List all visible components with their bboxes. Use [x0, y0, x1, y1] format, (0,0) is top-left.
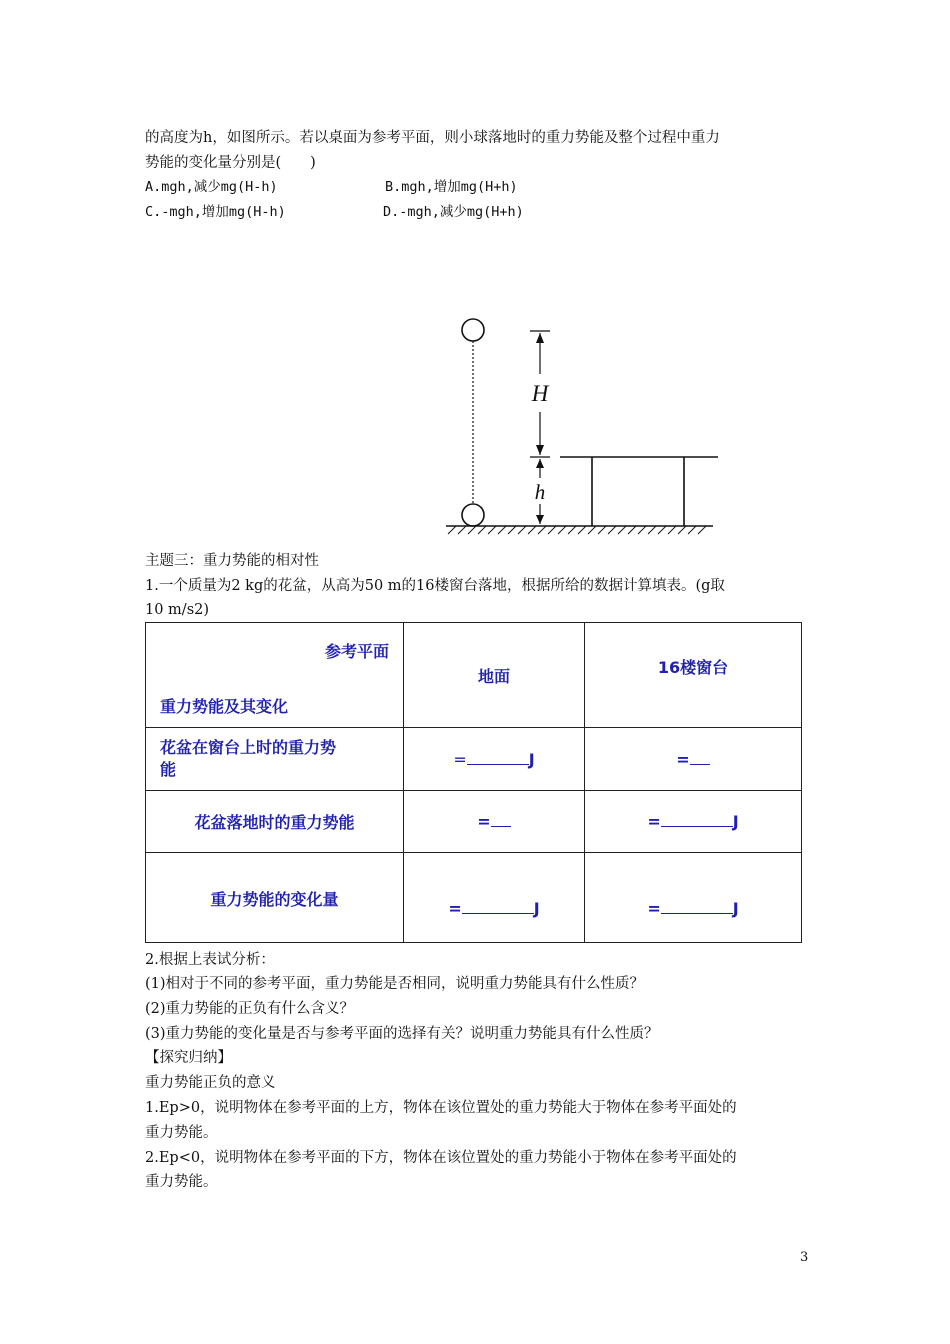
- summary-heading: 【探究归纳】: [145, 1050, 232, 1066]
- question-line-2: 势能的变化量分别是( ): [145, 155, 316, 171]
- potential-energy-table: [145, 622, 802, 943]
- h-label: h: [534, 480, 546, 504]
- row2-ground-blank[interactable]: =: [404, 791, 585, 853]
- topic-q1-line-2: 10 m/s2): [145, 602, 210, 618]
- topic-q1-line-1: 1.一个质量为2 kg的花盆，从高为50 m的16楼窗台落地，根据所给的数据计算填表。(g取: [145, 578, 725, 594]
- table-header-row: [146, 623, 802, 728]
- page-number: 3: [800, 1250, 809, 1265]
- option-c: C.-mgh,增加mg(H-h): [145, 204, 286, 220]
- option-a: A.mgh,减少mg(H-h): [145, 179, 278, 195]
- row1-window-blank[interactable]: =: [585, 728, 802, 791]
- row1-ground-blank[interactable]: = J: [404, 728, 585, 791]
- table-row: [146, 791, 802, 853]
- header-window: 16楼窗台: [585, 623, 802, 728]
- table-row: [146, 728, 802, 791]
- question-line-1: 的高度为h，如图所示。若以桌面为参考平面，则小球落地时的重力势能及整个过程中重力: [145, 130, 720, 146]
- analysis-q1: (1)相对于不同的参考平面，重力势能是否相同，说明重力势能具有什么性质？: [145, 976, 645, 992]
- header-reference-plane: 参考平面: [324, 642, 389, 661]
- row3-label: 重力势能的变化量: [146, 853, 404, 943]
- ball-table-figure: [438, 312, 718, 538]
- H-label: H: [531, 381, 549, 406]
- header-ground: 地面: [404, 623, 585, 728]
- topic-title: 主题三：重力势能的相对性: [145, 553, 319, 569]
- row1-label: 花盆在窗台上时的重力势 能: [146, 728, 404, 791]
- summary-subtitle: 重力势能正负的意义: [145, 1075, 276, 1091]
- row3-window-blank[interactable]: = J: [585, 853, 802, 943]
- header-energy-change: 重力势能及其变化: [160, 697, 289, 716]
- table-header-cell: [146, 623, 404, 728]
- analysis-q2: (2)重力势能的正负有什么含义？: [145, 1001, 355, 1017]
- table-row: [146, 853, 802, 943]
- row3-ground-blank[interactable]: = J: [404, 853, 585, 943]
- option-d: D.-mgh,减少mg(H+h): [383, 204, 524, 220]
- summary-p2-line-2: 重力势能。: [145, 1174, 218, 1190]
- row2-window-blank[interactable]: = J: [585, 791, 802, 853]
- summary-p2-line-1: 2.Ep<0，说明物体在参考平面的下方，物体在该位置处的重力势能小于物体在参考平面处的: [145, 1150, 737, 1166]
- summary-p1-line-2: 重力势能。: [145, 1125, 218, 1141]
- analysis-q3: (3)重力势能的变化量是否与参考平面的选择有关？说明重力势能具有什么性质？: [145, 1026, 659, 1042]
- analysis-title: 2.根据上表试分析：: [145, 952, 275, 968]
- row2-label: 花盆落地时的重力势能: [146, 791, 404, 853]
- summary-p1-line-1: 1.Ep>0，说明物体在参考平面的上方，物体在该位置处的重力势能大于物体在参考平面处的: [145, 1100, 737, 1116]
- ball-bottom-icon: [462, 504, 484, 526]
- option-b: B.mgh,增加mg(H+h): [385, 179, 518, 195]
- ground-hatch: [448, 526, 706, 534]
- ball-top-icon: [462, 319, 484, 341]
